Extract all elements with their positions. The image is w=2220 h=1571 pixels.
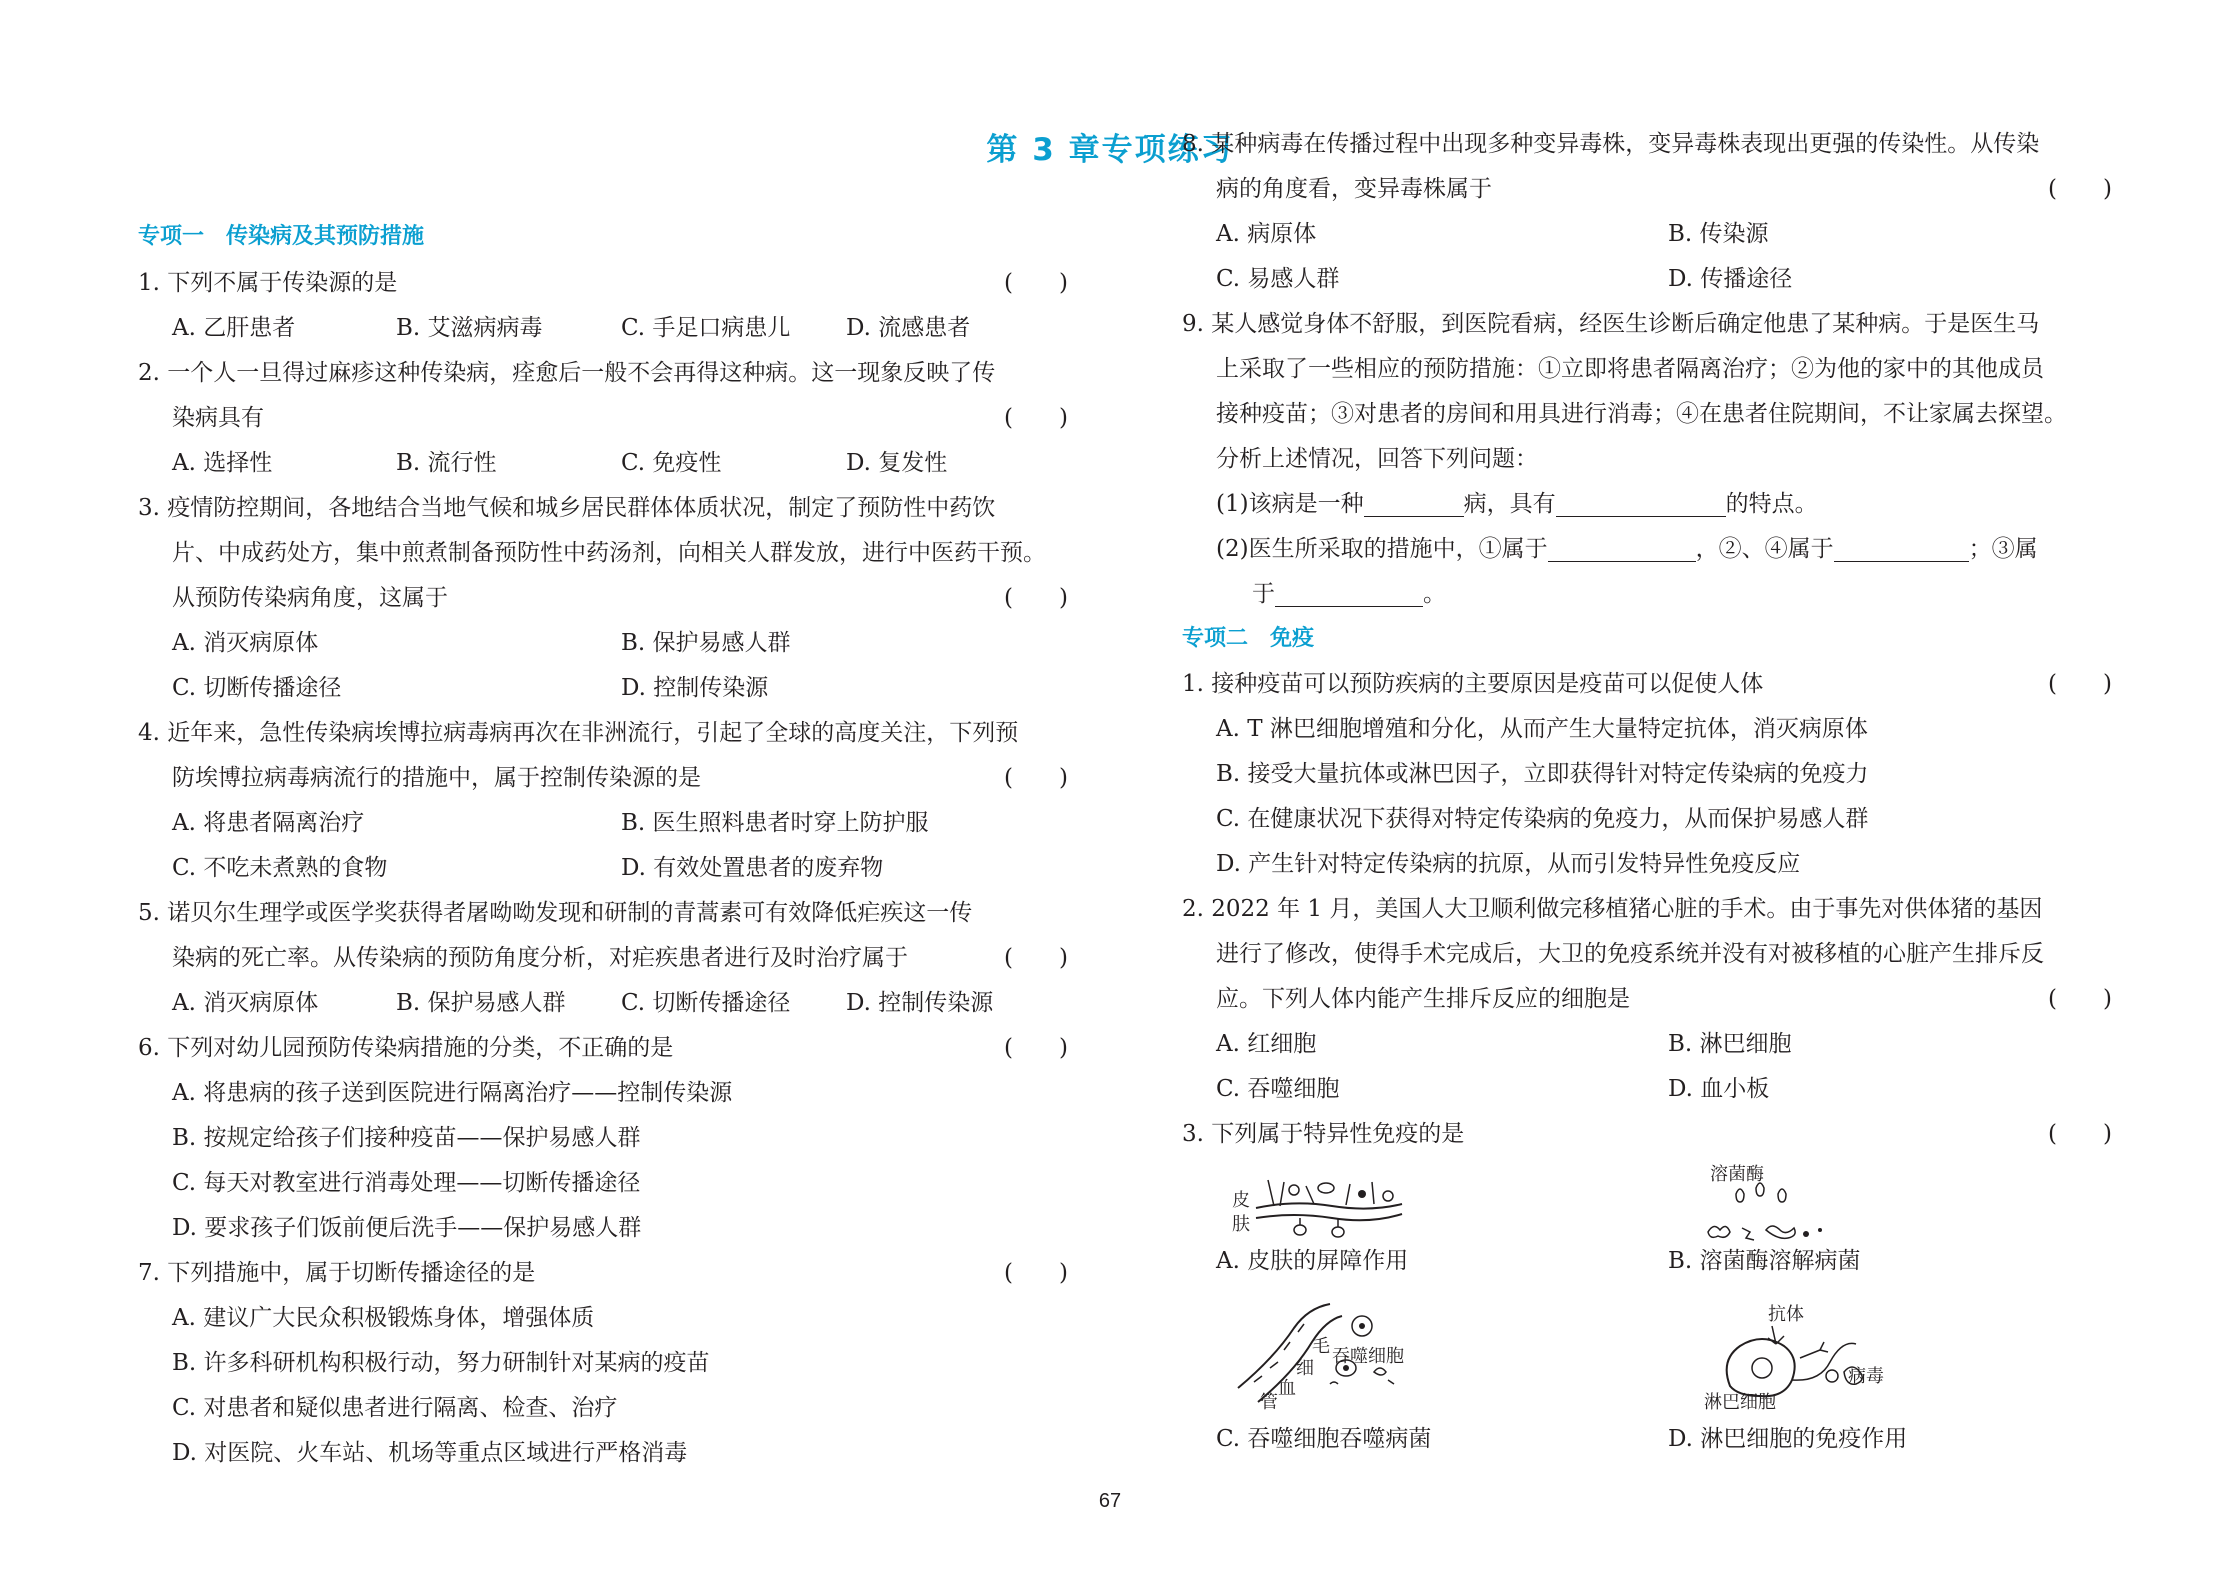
option-c[interactable]: C. 免疫性 bbox=[621, 450, 722, 476]
option-a[interactable]: A. 消灭病原体 bbox=[172, 630, 319, 656]
question-9-line-4: 分析上述情况，回答下列问题： bbox=[1216, 446, 1538, 472]
skin-barrier-figure bbox=[1232, 1172, 1392, 1252]
question-2-options bbox=[138, 445, 1068, 481]
lysozyme-figure bbox=[1702, 1160, 1842, 1250]
question-stem: 应。下列人体内能产生排斥反应的细胞是 bbox=[1216, 986, 1630, 1012]
option-c[interactable]: C. 易感人群 bbox=[1216, 266, 1340, 292]
option-a[interactable]: A. 建议广大民众积极锻炼身体，增强体质 bbox=[172, 1305, 595, 1331]
option-a[interactable]: A. T 淋巴细胞增殖和分化，从而产生大量特定抗体，消灭病原体 bbox=[1216, 716, 1868, 742]
option-b[interactable]: B. 保护易感人群 bbox=[396, 990, 566, 1016]
answer-bracket[interactable]: ( ) bbox=[1004, 945, 1068, 971]
part-text: 病，具有 bbox=[1463, 491, 1556, 517]
option-c[interactable]: C. 不吃未煮熟的食物 bbox=[172, 855, 388, 881]
question-stem: 3. 下列属于特异性免疫的是 bbox=[1182, 1121, 1465, 1147]
question-9-line-3: 接种疫苗；③对患者的房间和用具进行消毒；④在患者住院期间，不让家属去探望。 bbox=[1216, 401, 2067, 427]
question-stem: 从预防传染病角度，这属于 bbox=[172, 585, 448, 611]
question-7 bbox=[138, 1255, 1068, 1291]
part-text: 于 bbox=[1252, 581, 1275, 607]
question-1-options bbox=[138, 310, 1068, 346]
question-9-part-2-cont bbox=[1252, 576, 2112, 612]
lymphocyte-figure bbox=[1700, 1300, 1900, 1412]
option-d[interactable]: D. 流感患者 bbox=[846, 315, 971, 341]
option-c[interactable]: C. 切断传播途径 bbox=[172, 675, 342, 701]
option-b[interactable]: B. 保护易感人群 bbox=[621, 630, 791, 656]
option-d[interactable]: D. 血小板 bbox=[1668, 1076, 1770, 1102]
answer-blank[interactable] bbox=[1548, 535, 1696, 562]
answer-bracket[interactable]: ( ) bbox=[1004, 585, 1068, 611]
question-stem: 1. 接种疫苗可以预防疾病的主要原因是疫苗可以促使人体 bbox=[1182, 671, 1764, 697]
question-4-options-1 bbox=[138, 805, 1068, 841]
question-3-line-3 bbox=[138, 580, 1068, 616]
option-b[interactable]: B. 按规定给孩子们接种疫苗——保护易感人群 bbox=[172, 1125, 641, 1151]
immunity-question-2-line-1: 2. 2022 年 1 月，美国人大卫顺利做完移植猪心脏的手术。由于事先对供体猪的基因 bbox=[1182, 896, 2043, 922]
question-6 bbox=[138, 1030, 1068, 1066]
part-text: (2)医生所采取的措施中，①属于 bbox=[1216, 536, 1548, 562]
option-a[interactable]: A. 红细胞 bbox=[1216, 1031, 1317, 1057]
answer-bracket[interactable]: ( ) bbox=[2048, 671, 2112, 697]
immunity-question-3 bbox=[1182, 1116, 2112, 1152]
question-3-line-2: 片、中成药处方，集中煎煮制备预防性中药汤剂，向相关人群发放，进行中医药干预。 bbox=[172, 540, 1046, 566]
page-number: 67 bbox=[1098, 1490, 1122, 1512]
section-heading-2: 专项二 免疫 bbox=[1182, 626, 1315, 651]
question-9-line-2: 上采取了一些相应的预防措施：①立即将患者隔离治疗；②为他的家中的其他成员 bbox=[1216, 356, 2044, 382]
question-stem: 染病的死亡率。从传染病的预防角度分析，对疟疾患者进行及时治疗属于 bbox=[172, 945, 908, 971]
option-c[interactable]: C. 吞噬细胞吞噬病菌 bbox=[1216, 1426, 1432, 1452]
question-8-options-1 bbox=[1182, 216, 2112, 252]
phagocyte-figure bbox=[1234, 1298, 1434, 1413]
question-9-part-2 bbox=[1216, 531, 2112, 567]
question-3-options-2 bbox=[138, 670, 1068, 706]
option-d[interactable]: D. 产生针对特定传染病的抗原，从而引发特异性免疫反应 bbox=[1216, 851, 1801, 877]
question-2-line-2 bbox=[138, 400, 1068, 436]
capillary-label: 细 bbox=[1296, 1358, 1314, 1379]
question-3-options-1 bbox=[138, 625, 1068, 661]
question-stem: 7. 下列措施中，属于切断传播途径的是 bbox=[138, 1260, 536, 1286]
option-b[interactable]: B. 溶菌酶溶解病菌 bbox=[1668, 1248, 1861, 1274]
part-text: ；③属 bbox=[1968, 536, 2038, 562]
option-d[interactable]: D. 传播途径 bbox=[1668, 266, 1793, 292]
question-3-line-1: 3. 疫情防控期间，各地结合当地气候和城乡居民群体体质状况，制定了预防性中药饮 bbox=[138, 495, 996, 521]
option-d[interactable]: D. 淋巴细胞的免疫作用 bbox=[1668, 1426, 1908, 1452]
question-2-line-1: 2. 一个人一旦得过麻疹这种传染病，痊愈后一般不会再得这种病。这一现象反映了传 bbox=[138, 360, 996, 386]
answer-bracket[interactable]: ( ) bbox=[2048, 1121, 2112, 1147]
option-b[interactable]: B. 艾滋病病毒 bbox=[396, 315, 543, 341]
answer-bracket[interactable]: ( ) bbox=[1004, 405, 1068, 431]
answer-bracket[interactable]: ( ) bbox=[2048, 986, 2112, 1012]
chapter-title: 第 3 章专项练习 bbox=[986, 132, 1234, 168]
option-d[interactable]: D. 要求孩子们饭前便后洗手——保护易感人群 bbox=[172, 1215, 642, 1241]
question-8-line-1: 8. 某种病毒在传播过程中出现多种变异毒株，变异毒株表现出更强的传染性。从传染 bbox=[1182, 131, 2040, 157]
question-4-options-2 bbox=[138, 850, 1068, 886]
part-text: (1)该病是一种 bbox=[1216, 491, 1364, 517]
immunity-question-2-line-3 bbox=[1182, 981, 2112, 1017]
skin-label: 皮 bbox=[1232, 1190, 1250, 1211]
question-stem: 防埃博拉病毒病流行的措施中，属于控制传染源的是 bbox=[172, 765, 701, 791]
option-a[interactable]: A. 皮肤的屏障作用 bbox=[1216, 1248, 1409, 1274]
question-9-part-1 bbox=[1216, 486, 2112, 522]
option-c[interactable]: C. 对患者和疑似患者进行隔离、检查、治疗 bbox=[172, 1395, 618, 1421]
answer-bracket[interactable]: ( ) bbox=[1004, 1035, 1068, 1061]
option-b[interactable]: B. 许多科研机构积极行动，努力研制针对某病的疫苗 bbox=[172, 1350, 710, 1376]
question-4-line-2 bbox=[138, 760, 1068, 796]
option-d[interactable]: D. 控制传染源 bbox=[621, 675, 769, 701]
question-stem: 染病具有 bbox=[172, 405, 264, 431]
answer-bracket[interactable]: ( ) bbox=[1004, 765, 1068, 791]
answer-blank[interactable] bbox=[1834, 535, 1969, 562]
option-a[interactable]: A. 病原体 bbox=[1216, 221, 1317, 247]
option-c[interactable]: C. 在健康状况下获得对特定传染病的免疫力，从而保护易感人群 bbox=[1216, 806, 1869, 832]
question-8-options-2 bbox=[1182, 261, 2112, 297]
skin-diagram bbox=[1254, 1172, 1404, 1242]
question-1 bbox=[138, 265, 1068, 301]
lysozyme-diagram bbox=[1702, 1180, 1842, 1250]
question-stem: 6. 下列对幼儿园预防传染病措施的分类，不正确的是 bbox=[138, 1035, 674, 1061]
option-b[interactable]: B. 流行性 bbox=[396, 450, 497, 476]
option-a[interactable]: A. 将患者隔离治疗 bbox=[172, 810, 365, 836]
option-c[interactable]: C. 手足口病患儿 bbox=[621, 315, 791, 341]
question-5-line-2 bbox=[138, 940, 1068, 976]
question-stem: 1. 下列不属于传染源的是 bbox=[138, 270, 398, 296]
option-c[interactable]: C. 每天对教室进行消毒处理——切断传播途径 bbox=[172, 1170, 641, 1196]
option-a[interactable]: A. 乙肝患者 bbox=[172, 315, 296, 341]
answer-bracket[interactable]: ( ) bbox=[2048, 176, 2112, 202]
question-4-line-1: 4. 近年来，急性传染病埃博拉病毒病再次在非洲流行，引起了全球的高度关注，下列预 bbox=[138, 720, 1019, 746]
option-b[interactable]: B. 传染源 bbox=[1668, 221, 1769, 247]
option-b[interactable]: B. 接受大量抗体或淋巴因子，立即获得针对特定传染病的免疫力 bbox=[1216, 761, 1869, 787]
skin-label: 肤 bbox=[1232, 1214, 1250, 1235]
virus-label: 病毒 bbox=[1848, 1366, 1884, 1387]
answer-blank[interactable] bbox=[1275, 580, 1423, 607]
option-a[interactable]: A. 选择性 bbox=[172, 450, 273, 476]
capillary-label: 管 bbox=[1260, 1392, 1278, 1413]
answer-bracket[interactable]: ( ) bbox=[1004, 1260, 1068, 1286]
option-b[interactable]: B. 淋巴细胞 bbox=[1668, 1031, 1792, 1057]
option-c[interactable]: C. 吞噬细胞 bbox=[1216, 1076, 1340, 1102]
question-5-line-1: 5. 诺贝尔生理学或医学奖获得者屠呦呦发现和研制的青蒿素可有效降低疟疾这一传 bbox=[138, 900, 973, 926]
answer-blank[interactable] bbox=[1364, 490, 1464, 517]
lymphocyte-label: 淋巴细胞 bbox=[1704, 1392, 1776, 1413]
part-text: ，②、④属于 bbox=[1695, 536, 1834, 562]
immunity-question-2-line-2: 进行了修改，使得手术完成后，大卫的免疫系统并没有对被移植的心脏产生排斥反 bbox=[1216, 941, 2044, 967]
lysozyme-label: 溶菌酶 bbox=[1710, 1164, 1764, 1185]
option-d[interactable]: D. 控制传染源 bbox=[846, 990, 994, 1016]
answer-bracket[interactable]: ( ) bbox=[1004, 270, 1068, 296]
question-stem: 病的角度看，变异毒株属于 bbox=[1216, 176, 1492, 202]
question-9-line-1: 9. 某人感觉身体不舒服，到医院看病，经医生诊断后确定他患了某种病。于是医生马 bbox=[1182, 311, 2040, 337]
question-5-options bbox=[138, 985, 1068, 1021]
option-d[interactable]: D. 对医院、火车站、机场等重点区域进行严格消毒 bbox=[172, 1440, 688, 1466]
section-heading-1: 专项一 传染病及其预防措施 bbox=[138, 224, 425, 249]
immunity-question-2-options-2 bbox=[1182, 1071, 2112, 1107]
immunity-question-2-options-1 bbox=[1182, 1026, 2112, 1062]
option-a[interactable]: A. 将患病的孩子送到医院进行隔离治疗——控制传染源 bbox=[172, 1080, 733, 1106]
part-text: 的特点。 bbox=[1725, 491, 1818, 517]
phagocyte-label: 吞噬细胞 bbox=[1332, 1346, 1404, 1367]
antibody-label: 抗体 bbox=[1768, 1304, 1804, 1325]
immunity-question-1 bbox=[1182, 666, 2112, 702]
option-c[interactable]: C. 切断传播途径 bbox=[621, 990, 791, 1016]
option-d[interactable]: D. 复发性 bbox=[846, 450, 948, 476]
question-8-line-2 bbox=[1182, 171, 2112, 207]
option-b[interactable]: B. 医生照料患者时穿上防护服 bbox=[621, 810, 929, 836]
option-d[interactable]: D. 有效处置患者的废弃物 bbox=[621, 855, 884, 881]
capillary-label: 毛 bbox=[1312, 1336, 1330, 1357]
part-text: 。 bbox=[1423, 581, 1446, 607]
option-a[interactable]: A. 消灭病原体 bbox=[172, 990, 319, 1016]
capillary-label: 血 bbox=[1278, 1378, 1296, 1399]
answer-blank[interactable] bbox=[1556, 490, 1726, 517]
